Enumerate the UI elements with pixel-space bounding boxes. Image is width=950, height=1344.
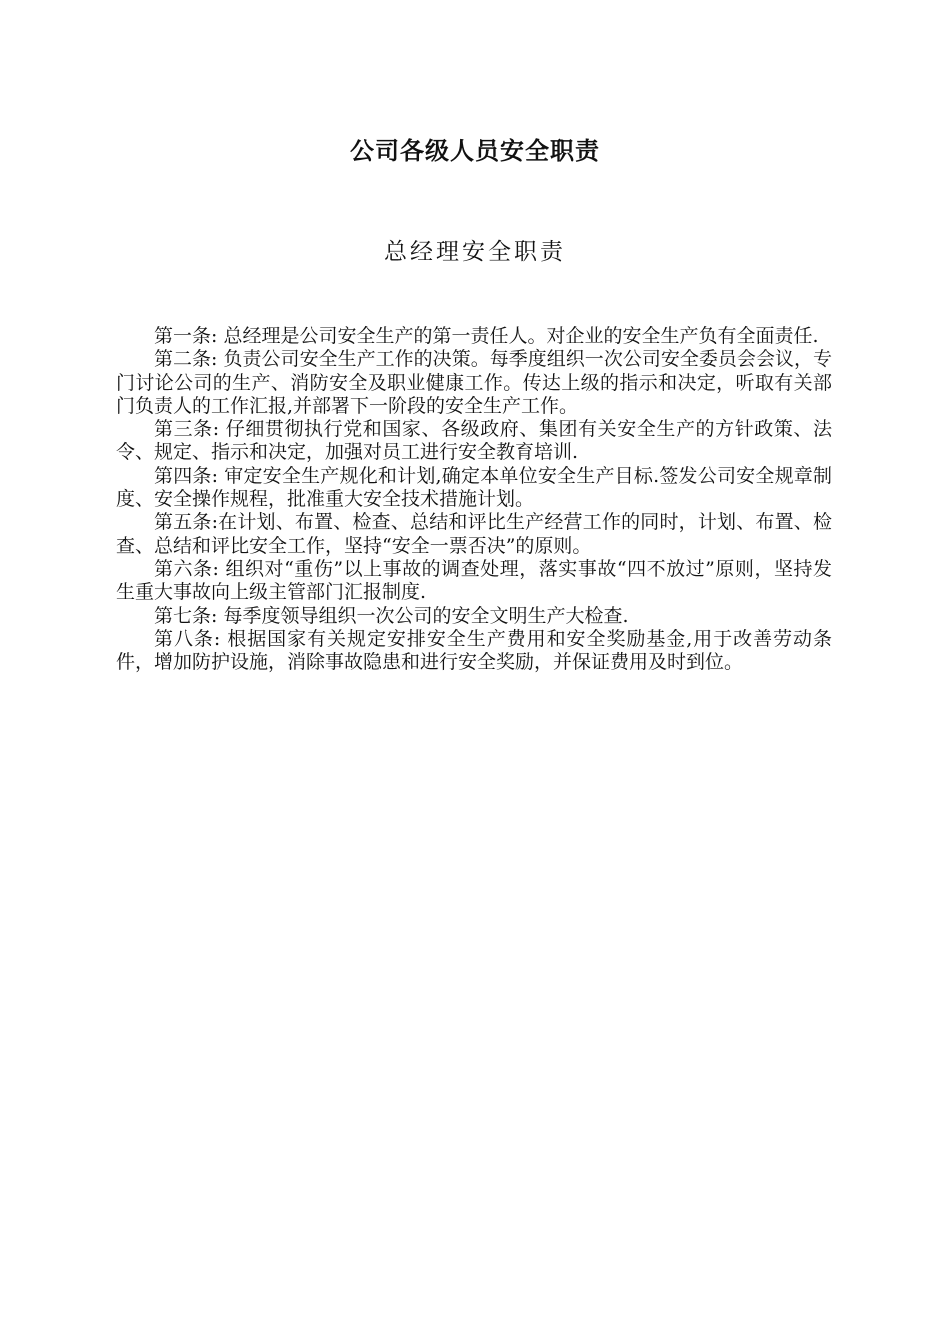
- article-4: 第四条: 审定安全生产规化和计划,确定本单位安全生产目标.签发公司安全规章制度、安全操作规程，批准重大安全技术措施计划。: [116, 464, 832, 511]
- articles-body: [116, 325, 832, 674]
- article-7: 第七条: 每季度领导组织一次公司的安全文明生产大检查.: [154, 604, 629, 627]
- section-title: 总经理安全职责: [384, 239, 566, 265]
- article-1: 第一条: 总经理是公司安全生产的第一责任人。对企业的安全生产负有全面责任.: [154, 325, 819, 347]
- document-title: 公司各级人员安全职责: [350, 137, 600, 165]
- article-2: 第二条: 负责公司安全生产工作的决策。每季度组织一次公司安全委员会会议，专门讨论公司的生产、消防安全及职业健康工作。传达上级的指示和决定，听取有关部门负责人的工作汇报,并部署下一阶段的安全生产工作。: [116, 348, 832, 417]
- article-6: 第六条: 组织对“重伤”以上事故的调查处理，落实事故“四不放过”原则，坚持发生重大事故向上级主管部门汇报制度.: [116, 557, 832, 604]
- article-8: 第八条: 根据国家有关规定安排安全生产费用和安全奖励基金,用于改善劳动条件，增加防护设施，消除事故隐患和进行安全奖励，并保证费用及时到位。: [116, 627, 832, 674]
- article-5: 第五条:在计划、布置、检查、总结和评比生产经营工作的同时，计划、布置、检查、总结和评比安全工作，坚持“安全一票否决”的原则。: [116, 511, 832, 557]
- article-3: 第三条: 仔细贯彻执行党和国家、各级政府、集团有关安全生产的方针政策、法令、规定、指示和决定，加强对员工进行安全教育培训.: [116, 418, 832, 464]
